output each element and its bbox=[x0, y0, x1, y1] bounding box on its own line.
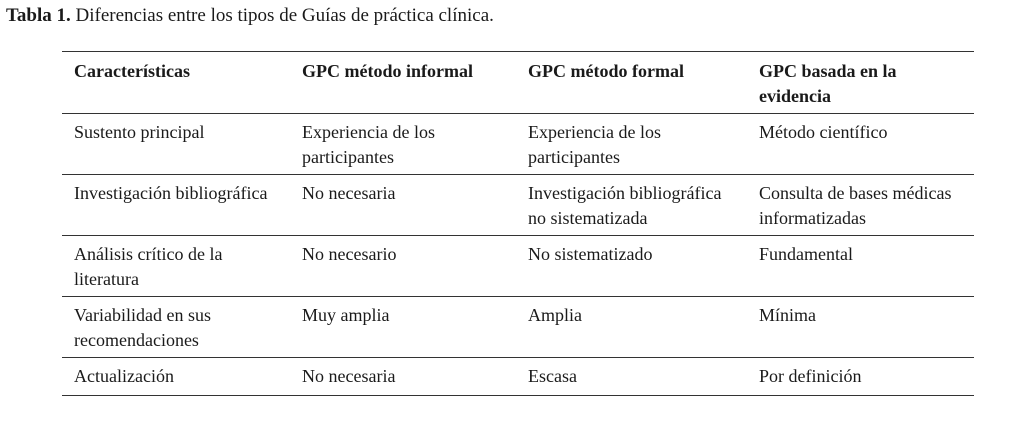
header-row bbox=[62, 52, 974, 114]
table-row bbox=[62, 114, 974, 175]
header-caracteristicas: Características bbox=[62, 52, 290, 114]
cell-evidencia: Fundamental bbox=[747, 236, 974, 297]
cell-evidencia: Mínima bbox=[747, 297, 974, 358]
cell-formal: Investigación bibliográfica no sistematizada bbox=[516, 175, 747, 236]
row-label: Variabilidad en sus recomendaciones bbox=[62, 297, 290, 358]
cell-evidencia: Por definición bbox=[747, 358, 974, 396]
cell-evidencia: Consulta de bases médicas informatizadas bbox=[747, 175, 974, 236]
row-label: Análisis crítico de la literatura bbox=[62, 236, 290, 297]
table-number: Tabla 1. bbox=[6, 5, 71, 26]
table-title: Diferencias entre los tipos de Guías de práctica clínica. bbox=[70, 5, 494, 26]
table-row bbox=[62, 358, 974, 396]
header-gpc-informal: GPC método informal bbox=[290, 52, 516, 114]
cell-formal: Escasa bbox=[516, 358, 747, 396]
row-label: Sustento principal bbox=[62, 114, 290, 175]
cell-informal: Muy amplia bbox=[290, 297, 516, 358]
cell-informal: Experiencia de los participantes bbox=[290, 114, 516, 175]
cell-formal: No sistematizado bbox=[516, 236, 747, 297]
table-row bbox=[62, 236, 974, 297]
row-label: Investigación bibliográfica bbox=[62, 175, 290, 236]
cell-informal: No necesaria bbox=[290, 175, 516, 236]
comparison-table bbox=[62, 51, 974, 396]
cell-informal: No necesario bbox=[290, 236, 516, 297]
row-label: Actualización bbox=[62, 358, 290, 396]
table-row bbox=[62, 175, 974, 236]
cell-formal: Experiencia de los participantes bbox=[516, 114, 747, 175]
header-gpc-evidencia: GPC basada en la evidencia bbox=[747, 52, 974, 114]
table-caption bbox=[6, 4, 494, 28]
table-row bbox=[62, 297, 974, 358]
header-gpc-formal: GPC método formal bbox=[516, 52, 747, 114]
cell-informal: No necesaria bbox=[290, 358, 516, 396]
cell-formal: Amplia bbox=[516, 297, 747, 358]
cell-evidencia: Método científico bbox=[747, 114, 974, 175]
